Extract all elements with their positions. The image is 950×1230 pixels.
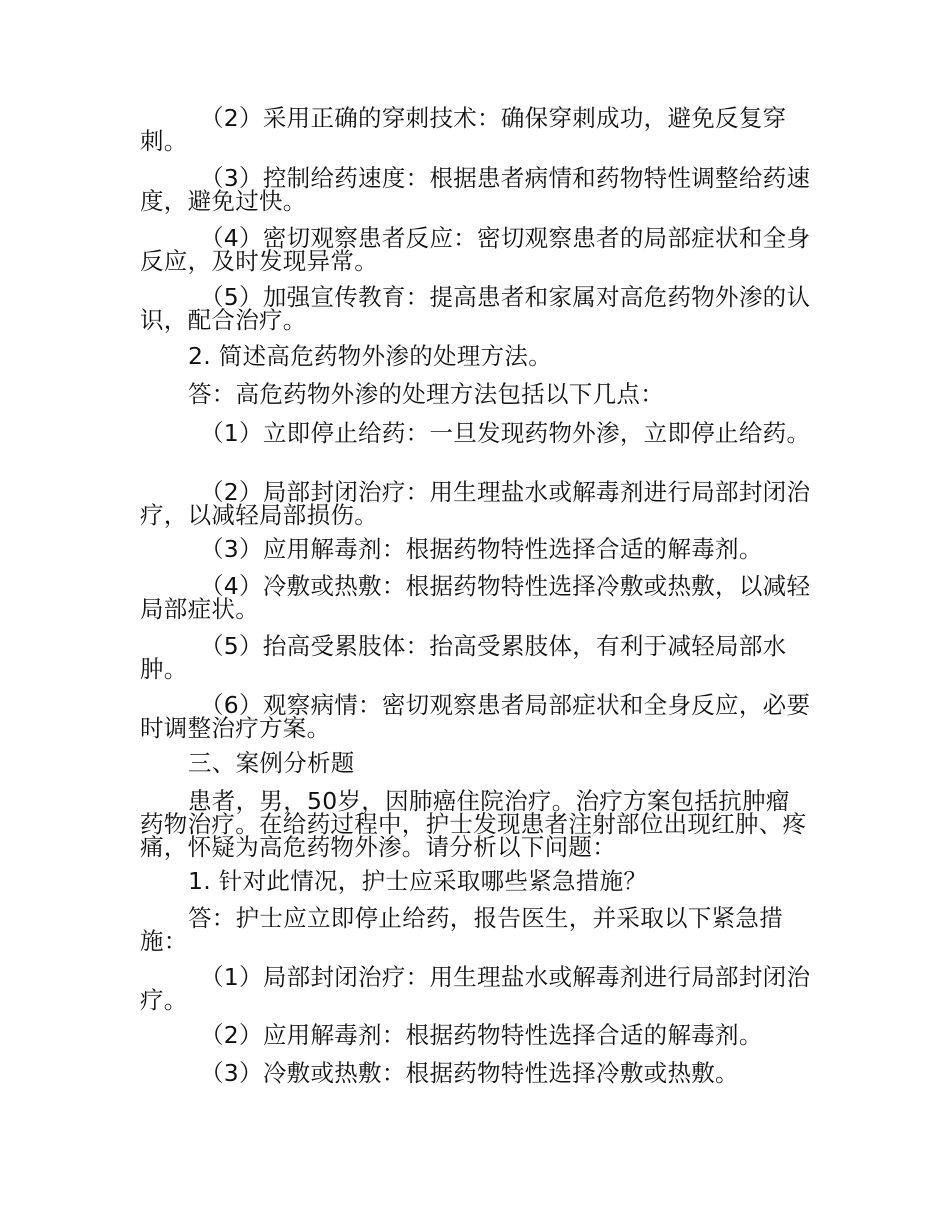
paragraph (140, 1021, 812, 1049)
paragraph (140, 1059, 812, 1087)
paragraph-text: （5）加强宣传教育：提高患者和家属对高危药物外渗的认识，配合治疗。 (140, 283, 811, 334)
answer-intro (140, 380, 812, 408)
paragraph-text: （4）密切观察患者反应：密切观察患者的局部症状和全身反应，及时发现异常。 (140, 224, 811, 275)
paragraph (140, 535, 812, 563)
paragraph (140, 478, 812, 529)
paragraph-text: 2. 简述高危药物外渗的处理方法。 (188, 342, 552, 370)
question-heading (140, 867, 812, 895)
paragraph-text: （3）冷敷或热敷：根据药物特性选择冷敷或热敷。 (200, 1059, 739, 1087)
paragraph-text: （3）应用解毒剂：根据药物特性选择合适的解毒剂。 (200, 535, 763, 563)
paragraph-text: 答：高危药物外渗的处理方法包括以下几点： (188, 380, 664, 408)
paragraph (140, 224, 812, 275)
paragraph (140, 164, 812, 215)
paragraph-text: （2）采用正确的穿刺技术：确保穿刺成功，避免反复穿刺。 (140, 104, 787, 155)
paragraph (140, 572, 812, 623)
paragraph-text: （2）应用解毒剂：根据药物特性选择合适的解毒剂。 (200, 1021, 763, 1049)
paragraph-text: （1）局部封闭治疗：用生理盐水或解毒剂进行局部封闭治疗。 (140, 963, 811, 1014)
paragraph-text: 答：护士应立即停止给药，报告医生，并采取以下紧急措施： (140, 904, 783, 955)
paragraph-text: （1）立即停止给药：一旦发现药物外渗，立即停止给药。 (200, 419, 811, 447)
paragraph-text: 1. 针对此情况，护士应采取哪些紧急措施？ (188, 867, 648, 895)
paragraph (140, 419, 812, 447)
paragraph-text: 患者，男，50岁，因肺癌住院治疗。治疗方案包括抗肿瘤药物治疗。在给药过程中，护士发现患者注射部位出现红肿、疼痛，怀疑为高危药物外渗。请分析以下问题： (140, 787, 807, 861)
paragraph-text: 三、案例分析题 (188, 749, 355, 777)
paragraph-text: （6）观察病情：密切观察患者局部症状和全身反应，必要时调整治疗方案。 (140, 691, 811, 742)
answer-intro (140, 904, 812, 955)
paragraph (140, 104, 812, 155)
paragraph (140, 632, 812, 683)
paragraph-text: （3）控制给药速度：根据患者病情和药物特性调整给药速度，避免过快。 (140, 164, 811, 215)
section-heading (140, 749, 812, 777)
paragraph (140, 963, 812, 1014)
paragraph-text: （2）局部封闭治疗：用生理盐水或解毒剂进行局部封闭治疗，以减轻局部损伤。 (140, 478, 811, 529)
paragraph (140, 283, 812, 334)
paragraph (140, 691, 812, 742)
paragraph-text: （4）冷敷或热敷：根据药物特性选择冷敷或热敷，以减轻局部症状。 (140, 572, 811, 623)
case-description (140, 787, 812, 861)
paragraph-text: （5）抬高受累肢体：抬高受累肢体，有利于减轻局部水肿。 (140, 632, 787, 683)
question-heading (140, 342, 812, 370)
